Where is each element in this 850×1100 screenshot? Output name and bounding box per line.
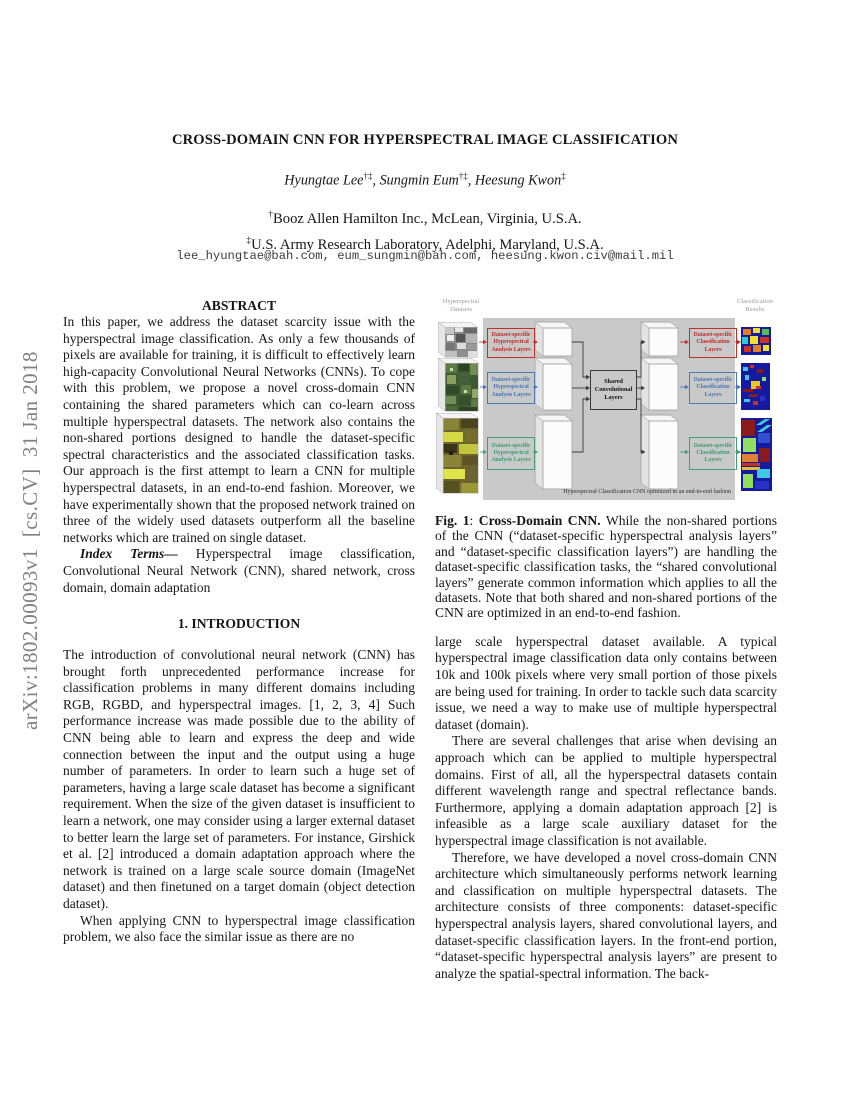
conv-block-2c [641,415,678,489]
box-label-line: Convolutional [594,386,633,394]
box-label-line: Analysis Layers [491,457,531,464]
affiliation-mark: † [268,210,274,220]
author-line [0,171,850,190]
box-label-line: Dataset-specific [491,377,531,384]
box-label-line: Layers [704,346,722,353]
figure-bottom-note: Hyperspectral Classification CNN optimized in an end-to-end fashion [563,489,731,495]
index-terms-label: Index Terms— [80,546,178,562]
abstract-paragraph: In this paper, we address the dataset scarcity issue with the hyperspectral image classification. As only a few thousands of pixels are available for training, it is difficult to effectively learn high-capacity Convolutional Neural Networks (CNNs). To cope with this problem, we propose a novel cross-domain CNN containing the shared parameters which can co-learn across multiple hyperspectral datasets. The network also contains the non-shared portions designed to handle the dataset-specific spectral characteristics and the associated classification tasks. Our approach is the first attempt to learn a CNN for multiple hyperspectral datasets, in an end-to-end fashion. Moreover, we have experimentally shown that the proposed network trained on three of the widely used datasets outperform all the baseline networks which are trained on single dataset. [63,314,415,545]
figure-caption-colon: : [469,513,479,528]
classification-layers-box-red [689,328,737,358]
box-label-line: Classification [696,449,730,456]
affiliation-line [0,204,850,230]
left-column [63,298,415,946]
figure-right-label-line1: Classification [737,298,773,305]
box-label-line: Dataset-specific [693,332,733,339]
right-paragraph-2: There are several challenges that arise when devising an approach which can be applied to multiple hyperspectral domains. First of all, all the hyperspectral datasets contain different wavelength range and spectral reflectance bands. Furthermore, applying a domain adaptation approach [2] is infeasible as a large scale auxiliary dataset for the hyperspectral image classification is not available. [435,733,777,848]
result-map-indian-pines [741,327,771,355]
author-name: Hyungtae Lee [284,172,364,189]
affiliation-mark: ‡ [246,235,252,246]
right-paragraph-3: Therefore, we have developed a novel cross-domain CNN architecture which simultaneously performs network learning and classification on multiple hyperspectral datasets. The architecture consists of three components: dataset-specific hyperspectral analysis layers, shared convolutional layers, and dataset-specific classification layers. In the front-end portion, “dataset-specific hyperspectral analysis layers” are present to analyze the spatial-spectral information. The back- [435,849,777,981]
box-label-line: Layers [704,457,722,464]
figure-caption-body: While the non-shared portions of the CNN (“dataset-specific hyperspectral analysis layers” and “dataset-specific classification layers”) are handling the dataset-specific classification tasks, the “shared convolutional layers” generate common information which applies to all the datasets. Note that both shared and non-shared portions of the CNN are optimized in an end-to-end fashion. [435,513,777,621]
author-name: Heesung Kwon [474,172,562,189]
conv-block-2b [641,358,678,410]
conv-block-1a [535,322,572,356]
classification-layers-box-blue [689,372,737,404]
input-cube-indian-pines [438,322,477,357]
author-marks: †‡ [458,171,468,181]
box-label-line: Classification [696,339,730,346]
author-sep: , [372,172,380,189]
figure-right-label [727,298,783,315]
figure-right-label-line2: Results [745,306,765,314]
analysis-layers-box-red [487,328,535,358]
introduction-heading: 1. INTRODUCTION [177,616,301,632]
conv-block-1c [535,415,572,489]
box-label-line: Hyperspectral [493,449,529,456]
figure-1 [435,293,780,505]
box-label-line: Dataset-specific [491,442,531,449]
input-cube-pavia [438,358,478,411]
affiliation-text: U.S. Army Research Laboratory, Adelphi, Maryland, U.S.A. [251,236,604,253]
box-label-line: Shared [604,378,623,386]
right-paragraph-1: large scale hyperspectral dataset available. A typical hyperspectral image classification data only contains between 10k and 100k pixels where very small portion of those pixels are being used for training. In order to tackle such data scarcity issue, we need a way to make use of multiple hyperspectral dataset (domain). [435,633,777,732]
classification-layers-box-green [689,437,737,470]
box-label-line: Hyperspectral [493,339,529,346]
author-sep: , [467,172,475,189]
author-marks: †‡ [363,171,373,181]
figure-caption [435,513,777,621]
email-line: lee_hyungtae@bah.com, eum_sungmin@bah.com, heesung.kwon.civ@mail.mil [176,249,674,263]
paper-title: CROSS-DOMAIN CNN FOR HYPERSPECTRAL IMAGE CLASSIFICATION [172,132,678,148]
arxiv-watermark: arXiv:1802.00093v1 [cs.CV] 31 Jan 2018 [18,351,42,731]
figure-left-label [433,298,489,315]
box-label-line: Layers [604,393,623,401]
box-label-line: Dataset-specific [693,377,733,384]
abstract-heading: ABSTRACT [201,298,277,313]
conv-block-1b [535,358,572,410]
box-label-line: Classification [696,384,730,391]
box-label-line: Analysis Layers [491,391,531,398]
figure-caption-title: Cross-Domain CNN. [478,513,601,528]
author-marks: ‡ [561,171,566,181]
analysis-layers-box-blue [487,372,535,404]
author-name: Sungmin Eum [379,172,459,189]
figure-left-label-line2: Datasets [449,306,473,314]
index-terms-body: Hyperspectral image classification, Convolutional Neural Network (CNN), shared network, cross domain, domain adaptation [63,546,415,595]
box-label-line: Dataset-specific [491,332,531,339]
intro-paragraph-1: The introduction of convolutional neural network (CNN) has brought forth unprecedented performance increase for classification problems in many different domains including RGB, RGBD, and hyperspectral images. [1, 2, 3, 4] Such performance increase was made possible due to the ability of CNN being able to learn and express the deep and wide connection between the input and the output using a huge number of parameters. In order to learn such a huge set of parameters, having a large scale dataset has become a significant requirement. When the size of the given dataset is insufficient to learn a network, one may consider using a larger external dataset to better learn the large set of parameters. For instance, Girshick et al. [2] introduced a domain adaptation approach where the network is trained on a large scale source domain (ImageNet dataset) and then finetuned on a target domain (object detection dataset). [63,647,415,911]
conv-block-2a [641,322,678,356]
shared-conv-layers-box [590,370,637,410]
index-terms-paragraph [63,546,415,596]
result-map-salinas [741,418,772,491]
figure-left-label-line1: Hyperspectral [442,298,480,305]
affiliations [0,204,850,256]
box-label-line: Analysis Layers [491,346,531,353]
box-label-line: Dataset-specific [693,442,733,449]
input-cube-salinas [436,413,478,493]
result-map-pavia [741,363,770,410]
box-label-line: Hyperspectral [493,384,529,391]
analysis-layers-box-green [487,437,535,470]
right-column [435,293,777,982]
intro-paragraph-2: When applying CNN to hyperspectral image classification problem, we also face the similar issue as there are no [63,912,415,945]
affiliation-text: Booz Allen Hamilton Inc., McLean, Virginia, U.S.A. [273,210,582,227]
figure-caption-label: Fig. 1 [435,513,470,528]
box-label-line: Layers [704,391,722,398]
